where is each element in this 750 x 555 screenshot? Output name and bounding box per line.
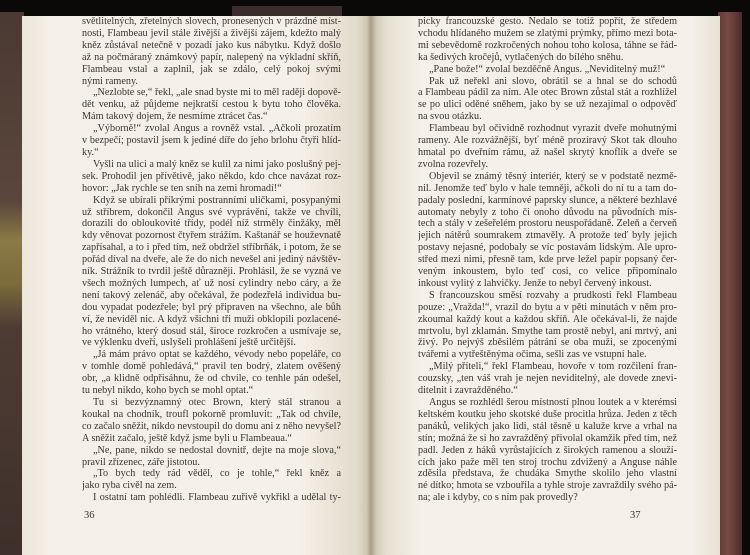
text-line: dou vypadat podezřele; byl prý připraven na všechno, ale bůh <box>82 301 341 313</box>
text-line: Angus se rozhlédl šerou místností plnou loutek a v kterémsi <box>429 397 677 408</box>
text-line: a Flambeau pádil za ním. Ale otec Brown zůstal stát a rozhlížel <box>418 87 677 99</box>
text-line: střed mezi nimi, přesně tam, kde prve ležel papír popsaný čer- <box>418 254 677 266</box>
text-line: ky.“ <box>82 146 99 158</box>
text-line: pořád díval na dveře, ale že do nich nevešel ani jediný návštěv- <box>82 254 341 266</box>
text-line: kněz zůstával netečně v pozadí jako kus nábytku. Když došlo <box>82 39 341 51</box>
text-line: Pak už neřekl ani slovo, obrátil se a hnal se do schodů <box>429 75 677 87</box>
text-line: sek. Prohodil jen přívětivě, jako někdo, kdo chce navázat roz- <box>82 170 341 182</box>
right-page <box>372 16 720 555</box>
text-line: dorazili do obloukovité třídy, podél níž strměly činžáky, měl <box>82 218 341 230</box>
text-line: mrtvolu, byl zklamán. Smythe tam prostě nebyl, ani mrtvý, ani <box>418 325 677 337</box>
text-line: koukal na chodník, troufl pokorně promluvit: „Tak od chvíle, <box>82 408 341 420</box>
text-line: Flambeau vstal a zaplnil, jak se zdálo, celý pokoj svými <box>82 63 341 75</box>
text-line: jako ryba civěl na zem. <box>82 480 177 492</box>
text-line: živý. Po nejvýš zběsilém pátrání se oba muži, se zpocenými <box>418 337 677 349</box>
text-line: tu nebyl nikdo, koho bych se mohl optat.“ <box>82 385 254 397</box>
book-cover-right <box>718 12 742 555</box>
right-page-text <box>418 16 677 504</box>
text-line: se po ulici oděné sněhem, jako by se už nezajímal o odpověď <box>418 99 677 111</box>
text-line: zkoumal každý kout a každou skříň. Ale očekával-li, že najde <box>418 313 677 325</box>
text-line: na; ale i kdyby, co s ním pak provedly? <box>418 492 578 504</box>
text-line: co začalo sněžit, nikdo nevstoupil do domu ani z něho nevyšel? <box>82 420 341 432</box>
text-line: na svou otázku. <box>418 111 482 123</box>
text-line: všech možných lumpech, ať už nosí cylindry nebo cáry, a že <box>82 277 341 289</box>
text-line: v tomhle domě pohledává,“ pravil ten bodrý, zlatem ověšený <box>82 361 341 373</box>
text-line: postavy nejasné, podobaly se víc postavám lidským. Ale upro- <box>418 242 677 254</box>
text-line: jejich nátěrů soumrakem ztmavěly. A protože teď byly jejich <box>418 230 677 242</box>
text-line: Objevil se známý těsný interiér, který se v podstatě nezmě- <box>429 170 677 182</box>
text-line: Mám takový dojem, že nesmíme ztrácet čas.“ <box>82 111 268 123</box>
text-line: tvářemi a vytřeštěnýma očima, sešli zas ve vstupní hale. <box>418 349 647 361</box>
text-line: Flambeau byl očividně rozhodnut vyrazit dveře mohutnými <box>429 123 677 135</box>
text-line: ho vrátného, který dosud stál, široce rozkročen a usmívaje se, <box>82 325 341 337</box>
text-line: už stříbrem, dokončil Angus své vyprávění, takže ve chvíli, <box>82 206 341 218</box>
text-line: nil. Jenomže teď bylo v hale temněji, ačkoli do ní tu a tam do- <box>418 182 677 194</box>
text-line: mi sebevědomě rozkročených nohou toho kolosa, táhne se řád- <box>418 39 677 51</box>
text-line: nými rameny. <box>82 75 138 87</box>
text-line: „Ne, pane, nikdo se nedostal dovnitř, dejte na moje slova,“ <box>93 444 341 456</box>
text-line: vchodu hlídaného mužem se zlatými prýmky, přímo mezi bota- <box>418 27 677 39</box>
text-line: dět venku, až půjdeme nejkratší cestou k bytu toho člověka. <box>82 99 341 111</box>
page-number-right: 37 <box>630 510 641 521</box>
cover-edge <box>232 6 342 16</box>
text-line: v bezpečí; postavil jsem k jediné díře do jeho brlohu čtyři hlíd- <box>82 135 341 147</box>
text-line: picky francouzské gesto. Nedalo se totiž popřít, že středem <box>418 16 677 27</box>
text-line: stín; možná že si ho zavražděný přivolal okamžik před tím, než <box>418 432 677 444</box>
text-line: Když se ubírali příkrými postranními uličkami, posypanými <box>93 194 341 206</box>
text-line: padl. Jeden z háků vyrůstajících z širokých ramenou a slouží- <box>418 444 677 456</box>
text-line: ka šedivých kročejů, vytlačených do bílého sněhu. <box>418 51 624 63</box>
text-line: nosti, Flambeau jevil stále živější a živější zájem, kdežto malý <box>82 27 341 39</box>
text-line: pravil zřízenec, záře jistotou. <box>82 456 200 468</box>
book-cover-left <box>0 12 24 555</box>
text-line: „Já mám právo optat se každého, vévody nebo popeláře, co <box>93 349 341 361</box>
text-line: né dítko; hmota se vzbouřila a tyhle stroje zavraždily svého pá- <box>418 480 677 492</box>
text-line: S francouzskou směsí rozvahy a prudkosti řekl Flambeau <box>429 289 677 301</box>
text-line: světlitelných, zřetelných slovech, pronesených v prázdné míst- <box>82 16 341 27</box>
text-line: „Milý příteli,“ řekl Flambeau, hovoře v tom rozčilení fran- <box>429 361 677 373</box>
text-line: „To bych tedy rád věděl, co je tohle,“ řekl kněz a <box>93 468 341 480</box>
text-line: ditelnit i zavražděného.“ <box>418 385 518 397</box>
text-line: inkoust vylitý z lahvičky. Jenže to nebyl červený inkoust. <box>418 277 652 289</box>
text-line: ve výklenku dveří, uslyšeli prohlášení ještě určitější. <box>82 337 296 349</box>
book-gutter <box>366 16 376 555</box>
text-line: veným inkoustem, bylo teď cosi, co velice připomínalo <box>418 266 677 278</box>
text-line: couzsky, „ten váš vrah je nejen neviditelný, ale dovede znevi- <box>418 373 677 385</box>
text-line: hmatal po dveřním rámu, až našel skrytý knoflík a dveře se <box>418 146 677 158</box>
text-line: cích jako paže měl ten stroj trochu zdvižený a Anguse náhle <box>418 456 677 468</box>
text-line: „Pane bože!“ zvolal bezděčně Angus. „Neviditelný muž!“ <box>429 63 666 75</box>
text-line: „Nezlobte se,“ řekl, „ale snad byste mi to měl raději dopově- <box>93 87 341 99</box>
text-line: rameny. Ale rozvážnější, byť méně prozíravý Skot tak dlouho <box>418 135 677 147</box>
text-line: ník. Strážník to tvrdil ještě důrazněji. Prohlásil, že se vyzná ve <box>82 266 341 278</box>
text-line: panáků, velikých jako lidi, stál těsně u kaluže krve a vrhal na <box>418 420 677 432</box>
text-line: Vyšli na ulici a malý kněz se kulil za nimi jako poslušný pej- <box>93 158 341 170</box>
text-line: automaty nebyly z toho či onoho důvodu na původních mís- <box>418 206 677 218</box>
text-line: ví, že neviděl nic. A když všichni tři muži obklopili pozlacené- <box>82 313 341 325</box>
text-line: „Výborně!“ zvolal Angus a rovněž vstal. „Ačkoli prozatím <box>93 123 341 135</box>
page-number-left: 36 <box>84 510 95 521</box>
text-line: kdy věnovat pozornost čtyřem strážím. Kaštanář se houževnatě <box>82 230 341 242</box>
text-line: obr, „a klidně odpřisáhnu, že od chvíle, co tenhle pán odešel, <box>82 373 341 385</box>
text-line: zděsila představa, že chudáka Smythe skolilo jeho vlastní <box>418 468 677 480</box>
text-line: tech a stály v zešeřelém prostoru neuspořádaně. Zeleň a červeň <box>418 218 677 230</box>
text-line: hovor: „Jak rychle se ten sníh na zemi hromadí!“ <box>82 182 282 194</box>
text-line: I ostatní tam pohlédli. Flambeau zuřivě vykřikl a udělal ty- <box>93 492 341 504</box>
text-line: není takový zelenáč, aby očekával, že podezřelá individua bu- <box>82 289 341 301</box>
scan-background-top <box>0 0 750 16</box>
text-line: padaly poslední, karmínové paprsky slunce, a některé bezhlavé <box>418 194 677 206</box>
text-line: Tu si bezvýznamný otec Brown, který stál stranou a <box>93 397 341 408</box>
text-line: až na počmáraný známkový papír, nalepený na výkladní skříň, <box>82 51 341 63</box>
text-line: zapřísahal, a to i před tím, než obdržel stříbrňák, i potom, že se <box>82 242 341 254</box>
text-line: zvolna rozevřely. <box>418 158 489 170</box>
left-page <box>22 16 370 555</box>
text-line: pouze: „Vražda!“, vrazil do bytu a v pěti minutách v něm pro- <box>418 301 677 313</box>
text-line: keltském koutku jeho skotské duše procitla hrůza. Jeden z těch <box>418 408 677 420</box>
text-line: A sněžit začalo, ještě když jsme byli u Flambeaua.“ <box>82 432 292 444</box>
left-page-text <box>82 16 341 504</box>
